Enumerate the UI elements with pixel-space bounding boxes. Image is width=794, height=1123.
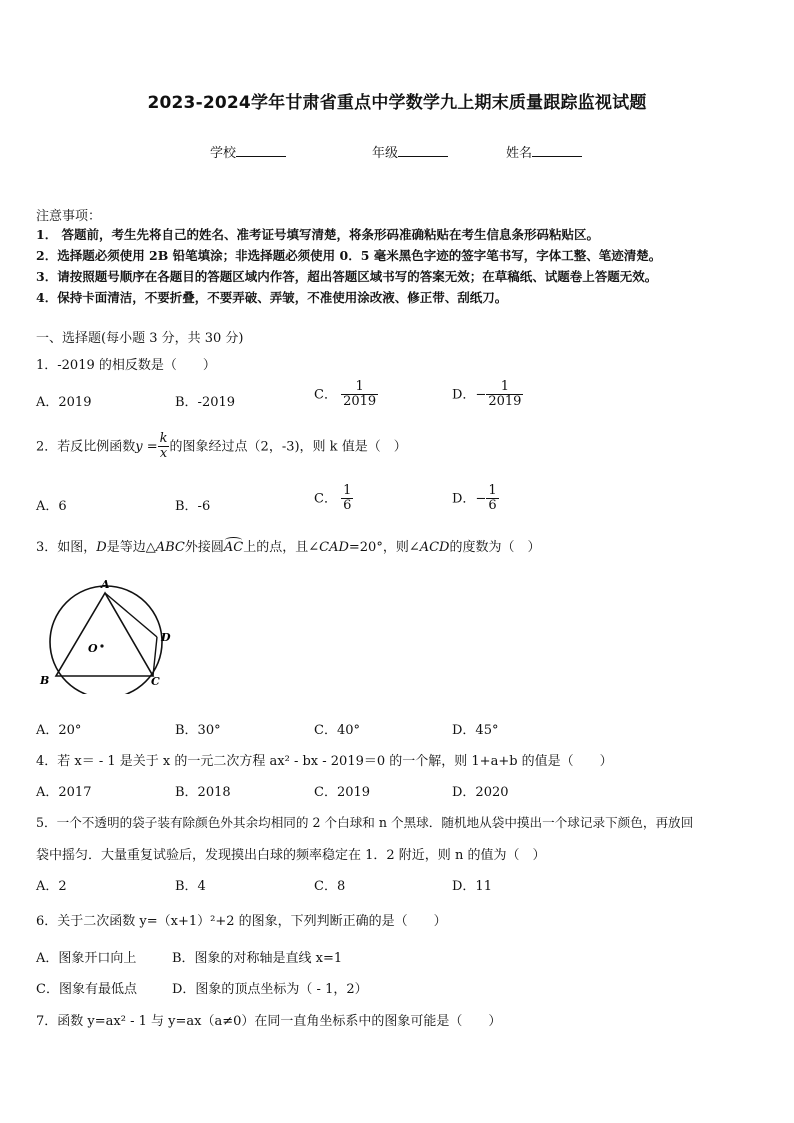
q2-option-a[interactable]: A．6	[36, 499, 67, 514]
q1-option-c-fraction: $\frac{1}{2019}$	[343, 379, 377, 410]
question-3-stem: 3．如图，D是等边△ABC外接圆AC上的点，且∠CAD=20°，则∠ACD的度数为（ ）	[36, 540, 541, 555]
arc-ac: AC	[223, 540, 244, 555]
question-2-stem: 2．若反比例函数y = $\frac{k}{x}$ 的图象经过点（2，-3)，则 k 值是（ ）	[36, 431, 407, 462]
q1-option-d-fraction: $\frac{1}{2019}$	[488, 379, 522, 410]
q6-option-a[interactable]: A．图象开口向上	[36, 951, 137, 966]
circle-triangle-figure	[36, 574, 176, 694]
q5-option-c[interactable]: C．8	[314, 879, 346, 894]
school-blank[interactable]	[236, 144, 286, 157]
q1-option-d[interactable]	[452, 380, 523, 410]
q2-option-c-label: C．	[314, 491, 337, 507]
q6-option-d[interactable]: D．图象的顶点坐标为（ - 1，2）	[172, 982, 368, 997]
grade-blank[interactable]	[398, 144, 448, 157]
notes-heading: 注意事项：	[36, 209, 102, 224]
note-item: 3．请按照题号顺序在各题目的答题区域内作答，超出答题区域书写的答案无效；在草稿纸、试题卷上答题无效。	[36, 269, 658, 284]
q4-option-c[interactable]: C．2019	[314, 785, 371, 800]
q2-option-d[interactable]	[452, 484, 499, 514]
q6-option-c[interactable]: C．图象有最低点	[36, 982, 137, 997]
q4-option-a[interactable]: A．2017	[36, 785, 92, 800]
q5-option-d[interactable]: D．11	[452, 879, 492, 894]
question-6-stem: 6．关于二次函数 y=（x+1）²+2 的图象，下列判断正确的是（ ）	[36, 914, 447, 929]
school-label: 学校	[210, 146, 237, 161]
q2-option-d-sign: −	[475, 491, 487, 507]
q1-option-d-sign: −	[475, 387, 487, 403]
grade-label: 年级	[372, 146, 399, 161]
question-5-line-1: 5．一个不透明的袋子装有除颜色外其余均相同的 2 个白球和 n 个黑球．随机地从袋中摸出一个球记录下颜色，再放回	[36, 815, 694, 830]
triangle-abc	[56, 593, 153, 676]
q2-function-fraction: $\frac{k}{x}$	[159, 431, 168, 462]
question-1-stem: 1．-2019 的相反数是（ ）	[36, 358, 216, 373]
page-title: 2023-2024学年甘肃省重点中学数学九上期末质量跟踪监视试题	[147, 93, 647, 113]
q6-option-b[interactable]: B．图象的对称轴是直线 x=1	[172, 951, 343, 966]
section-heading: 一、选择题(每小题 3 分，共 30 分)	[36, 331, 244, 346]
q2-option-d-fraction: $\frac{1}{6}$	[488, 483, 497, 514]
q3-option-a[interactable]: A．20°	[36, 723, 82, 738]
center-point	[100, 644, 103, 647]
label-o: O	[88, 642, 98, 655]
grade-field[interactable]	[372, 142, 448, 161]
q3-option-d[interactable]: D．45°	[452, 723, 499, 738]
label-a: A	[101, 578, 110, 591]
q2-option-d-label: D．	[452, 491, 476, 507]
label-d: D	[161, 631, 171, 644]
q1-option-d-label: D．	[452, 387, 476, 403]
q1-option-c[interactable]	[314, 380, 378, 410]
q5-option-a[interactable]: A．2	[36, 879, 67, 894]
q1-option-b[interactable]: B．-2019	[175, 395, 236, 410]
q2-option-c-fraction: $\frac{1}{6}$	[343, 483, 352, 514]
question-5-line-2: 袋中摇匀．大量重复试验后，发现摸出白球的频率稳定在 1．2 附近，则 n 的值为（ ）	[36, 848, 546, 863]
label-b: B	[40, 674, 50, 687]
note-item: 4．保持卡面清洁，不要折叠，不要弄破、弄皱，不准使用涂改液、修正带、刮纸刀。	[36, 290, 508, 305]
q2-function-lhs: y =	[135, 439, 158, 455]
q2-option-c[interactable]	[314, 484, 353, 514]
note-item: 1． 答题前，考生先将自己的姓名、准考证号填写清楚，将条形码准确粘贴在考生信息条形码粘贴区。	[36, 227, 600, 242]
name-label: 姓名	[506, 146, 533, 161]
q3-option-b[interactable]: B．30°	[175, 723, 221, 738]
q2-option-b[interactable]: B．-6	[175, 499, 211, 514]
name-field[interactable]	[506, 142, 582, 161]
q1-option-a[interactable]: A．2019	[36, 395, 92, 410]
q5-option-b[interactable]: B．4	[175, 879, 206, 894]
circumcircle	[50, 586, 162, 694]
segment-ad	[105, 593, 157, 637]
question-7-stem: 7．函数 y=ax² - 1 与 y=ax（a≠0）在同一直角坐标系中的图象可能是（ ）	[36, 1014, 502, 1029]
q1-option-c-label: C．	[314, 387, 337, 403]
note-item: 2．选择题必须使用 2B 铅笔填涂；非选择题必须使用 0．5 毫米黑色字迹的签字笔书写，字体工整、笔迹清楚。	[36, 248, 662, 263]
question-4-stem: 4．若 x＝ - 1 是关于 x 的一元二次方程 ax² - bx - 2019＝0 的一个解，则 1+a+b 的值是（ ）	[36, 754, 613, 769]
school-field[interactable]	[210, 142, 286, 161]
q4-option-b[interactable]: B．2018	[175, 785, 231, 800]
label-c: C	[151, 675, 160, 688]
name-blank[interactable]	[532, 144, 582, 157]
q3-option-c[interactable]: C．40°	[314, 723, 360, 738]
q4-option-d[interactable]: D．2020	[452, 785, 509, 800]
